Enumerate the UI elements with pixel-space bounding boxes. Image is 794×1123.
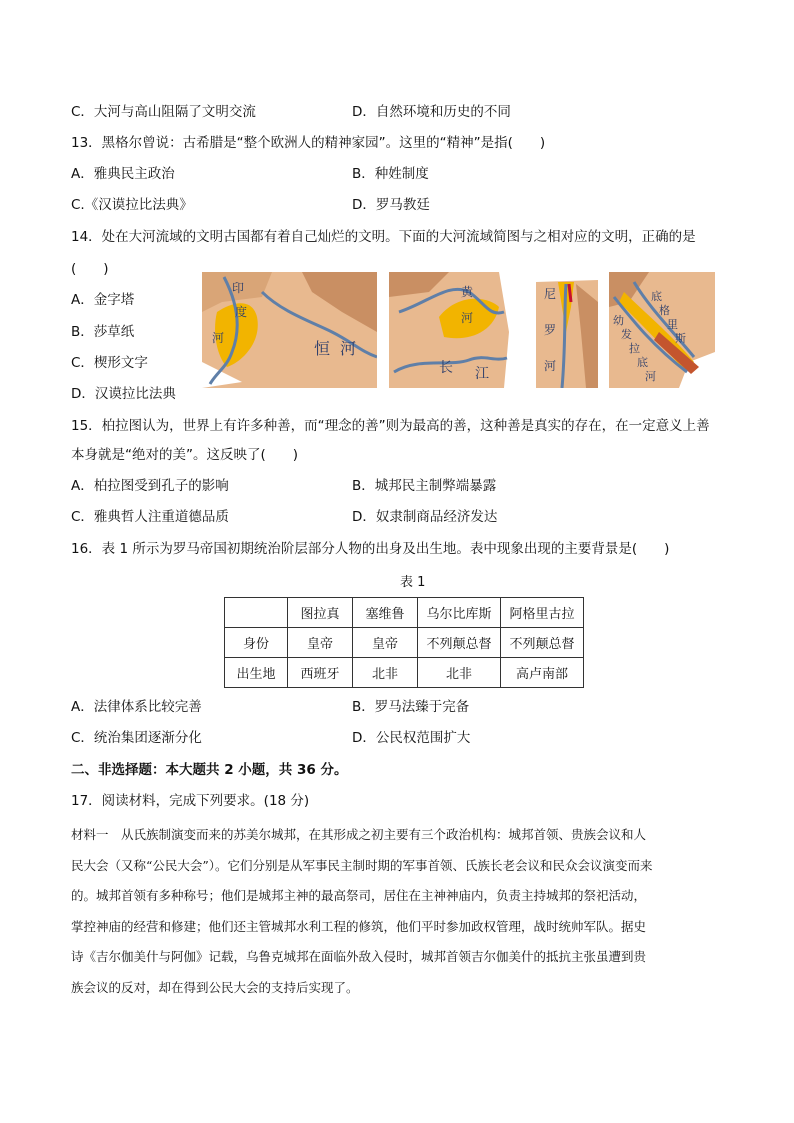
table-header-cell: 阿格里古拉	[501, 598, 584, 628]
q14-stem-cont: ( )	[71, 261, 109, 277]
map4-label-5: 幼	[613, 314, 624, 327]
table-1	[224, 597, 584, 688]
section-2-title: 二、非选择题：本大题共 2 小题，共 36 分。	[71, 762, 348, 778]
table-cell: 皇帝	[353, 628, 418, 658]
q15-option-a: A．柏拉图受到孔子的影响	[71, 478, 229, 494]
map4-label-1: 底	[651, 290, 662, 303]
map3-label-1: 尼	[544, 287, 557, 301]
map4-label-4: 斯	[675, 332, 686, 345]
map1-label-3: 河	[212, 331, 225, 345]
map1-label-5: 河	[340, 339, 357, 358]
table-header-cell: 图拉真	[288, 598, 353, 628]
map3-label-3: 河	[544, 359, 557, 373]
q16-option-b: B．罗马法臻于完备	[352, 699, 470, 715]
q15-option-d: D．奴隶制商品经济发达	[352, 509, 498, 525]
map-indus-ganges	[202, 272, 377, 390]
table-row	[225, 628, 584, 658]
map4-label-6: 发	[621, 328, 632, 341]
q15-option-c: C．雅典哲人注重道德品质	[71, 509, 229, 525]
map4-label-9: 河	[645, 370, 656, 383]
map4-label-3: 里	[667, 318, 678, 331]
material-line: 族会议的反对，却在得到公民大会的支持后实现了。	[71, 980, 359, 995]
q12-option-c: C．大河与高山阻隔了文明交流	[71, 104, 256, 120]
table-cell: 北非	[418, 658, 501, 688]
q14-stem: 14．处在大河流域的文明古国都有着自己灿烂的文明。下面的大河流域简图与之相对应的文明，正确的是	[71, 229, 696, 245]
q15-stem: 15．柏拉图认为，世界上有许多种善，而“理念的善”则为最高的善，这种善是真实的存在，在一定意义上善	[71, 418, 710, 434]
table-header-cell	[225, 598, 288, 628]
q14-option-b: B．莎草纸	[71, 324, 135, 340]
q14-option-a: A．金字塔	[71, 292, 135, 308]
q17-stem: 17．阅读材料，完成下列要求。(18 分)	[71, 793, 310, 809]
table-cell: 西班牙	[288, 658, 353, 688]
map4-label-8: 底	[637, 356, 648, 369]
table-header-cell: 乌尔比库斯	[418, 598, 501, 628]
map2-label-4: 江	[475, 366, 489, 382]
table-cell: 不列颠总督	[418, 628, 501, 658]
q13-option-b: B．种姓制度	[352, 166, 429, 182]
map-nile	[536, 272, 598, 390]
q13-stem: 13．黑格尔曾说：古希腊是“整个欧洲人的精神家园”。这里的“精神”是指( )	[71, 135, 546, 151]
map-yellow-yangtze	[389, 272, 525, 390]
map2-label-2: 河	[461, 311, 474, 325]
q13-option-c: C.《汉谟拉比法典》	[71, 197, 193, 213]
table-header-row	[225, 598, 584, 628]
map3-label-2: 罗	[544, 323, 557, 337]
table-header-cell: 塞维鲁	[353, 598, 418, 628]
map1-label-1: 印	[232, 281, 245, 295]
q16-option-a: A．法律体系比较完善	[71, 699, 202, 715]
q16-option-c: C．统治集团逐渐分化	[71, 730, 202, 746]
q14-option-d: D．汉谟拉比法典	[71, 386, 176, 402]
map1-label-2: 度	[235, 305, 248, 319]
table-cell: 北非	[353, 658, 418, 688]
q16-stem: 16．表 1 所示为罗马帝国初期统治阶层部分人物的出身及出生地。表中现象出现的主要背景是( )	[71, 541, 670, 557]
q16-option-d: D．公民权范围扩大	[352, 730, 471, 746]
table-cell: 身份	[225, 628, 288, 658]
map4-label-7: 拉	[629, 342, 640, 355]
table-caption: 表 1	[400, 575, 426, 590]
table-cell: 皇帝	[288, 628, 353, 658]
material-line: 诗《吉尔伽美什与阿伽》记载，乌鲁克城邦在面临外敌入侵时，城邦首领吉尔伽美什的抵抗主张虽遭到贵	[71, 949, 647, 964]
map2-label-1: 黄	[461, 285, 474, 299]
map4-label-2: 格	[659, 304, 670, 317]
table-row	[225, 658, 584, 688]
material-line: 民大会（又称“公民大会”）。它们分别是从军事民主制时期的军事首领、氏族长老会议和民众会议演变而来	[71, 858, 653, 873]
material-line: 的。城邦首领有多种称号；他们是城邦主神的最高祭司，居住在主神神庙内，负责主持城邦的祭祀活动，	[71, 888, 647, 903]
material-line: 掌控神庙的经营和修建；他们还主管城邦水利工程的修筑，他们平时参加政权管理，战时统帅军队。据史	[71, 919, 647, 934]
q15-option-b: B．城邦民主制弊端暴露	[352, 478, 497, 494]
table-cell: 高卢南部	[501, 658, 584, 688]
table-cell: 不列颠总督	[501, 628, 584, 658]
map2-label-3: 长	[439, 360, 453, 376]
material-line: 材料一 从氏族制演变而来的苏美尔城邦，在其形成之初主要有三个政治机构：城邦首领、贵族会议和人	[71, 827, 647, 842]
q12-option-d: D．自然环境和历史的不同	[352, 104, 511, 120]
map1-label-4: 恒	[314, 339, 331, 358]
map-mesopotamia	[609, 272, 715, 390]
q13-option-a: A．雅典民主政治	[71, 166, 175, 182]
q15-stem-cont: 本身就是“绝对的美”。这反映了( )	[71, 447, 299, 463]
table-cell: 出生地	[225, 658, 288, 688]
q13-option-d: D．罗马教廷	[352, 197, 430, 213]
q14-option-c: C．楔形文字	[71, 355, 148, 371]
